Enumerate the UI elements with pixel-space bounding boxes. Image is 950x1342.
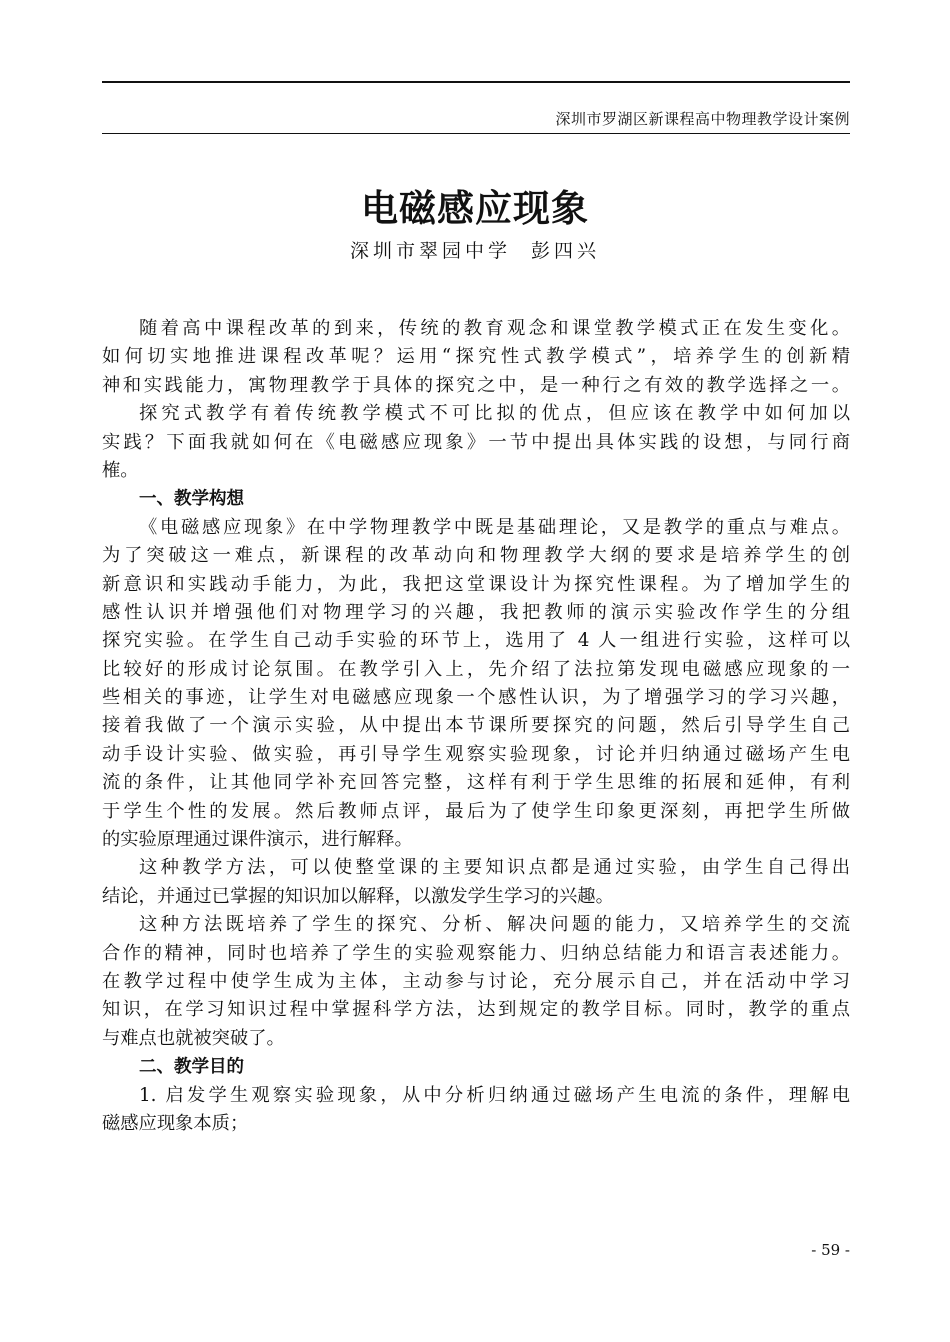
- byline-school: 深圳市翠园中学: [349, 240, 511, 262]
- article-title: 电磁感应现象: [361, 186, 589, 230]
- body-line: 知识，在学习知识过程中掌握科学方法，达到规定的教学目标。同时，教学的重点: [102, 999, 850, 1021]
- body-line: 的实验原理通过课件演示，进行解释。: [102, 829, 413, 851]
- body-line: 神和实践能力，寓物理教学于具体的探究之中，是一种行之有效的教学选择之一。: [102, 374, 850, 396]
- body-line: 合作的精神，同时也培养了学生的实验观察能力、归纳总结能力和语言表述能力。: [102, 942, 850, 964]
- body-line: 实践？下面我就如何在《电磁感应现象》一节中提出具体实践的设想，与同行商: [102, 431, 850, 453]
- body-line: 结论，并通过已掌握的知识加以解释，以激发学生学习的兴趣。: [102, 885, 614, 907]
- body-line: 接着我做了一个演示实验，从中提出本节课所要探究的问题，然后引导学生自己: [102, 715, 850, 737]
- body-line: 随着高中课程改革的到来，传统的教育观念和课堂教学模式正在发生变化。: [139, 318, 850, 339]
- body-line: 与难点也就被突破了。: [102, 1027, 285, 1049]
- running-header: 深圳市罗湖区新课程高中物理教学设计案例: [555, 110, 850, 128]
- body-line: 探究式教学有着传统教学模式不可比拟的优点，但应该在教学中如何加以: [139, 403, 850, 425]
- section-heading: 一、教学构想: [139, 489, 244, 510]
- top-rule: [102, 81, 850, 83]
- body-line: 榷。: [102, 459, 139, 481]
- page-number: - 59 -: [811, 1241, 850, 1259]
- byline-author: 彭四兴: [531, 240, 601, 262]
- body-line: 这种方法既培养了学生的探究、分析、解决问题的能力，又培养学生的交流: [139, 914, 850, 936]
- body-line: 磁感应现象本质；: [102, 1112, 249, 1134]
- header-rule: [102, 133, 850, 134]
- body-line: 《电磁感应现象》在中学物理教学中既是基础理论，又是教学的重点与难点。: [139, 516, 850, 538]
- body-line: 探究实验。在学生自己动手实验的环节上，选用了 4 人一组进行实验，这样可以: [102, 630, 850, 652]
- body-line: 为了突破这一难点，新课程的改革动向和物理教学大纲的要求是培养学生的创: [102, 545, 850, 567]
- body-line: 感性认识并增强他们对物理学习的兴趣，我把教师的演示实验改作学生的分组: [102, 601, 850, 623]
- body-line: 于学生个性的发展。然后教师点评，最后为了使学生印象更深刻，再把学生所做: [102, 800, 850, 822]
- body-line: 在教学过程中使学生成为主体，主动参与讨论，充分展示自己，并在活动中学习: [102, 970, 850, 992]
- body-line: 新意识和实践动手能力，为此，我把这堂课设计为探究性课程。为了增加学生的: [102, 573, 850, 595]
- byline: [0, 236, 950, 263]
- body-line: 这种教学方法，可以使整堂课的主要知识点都是通过实验，由学生自己得出: [139, 857, 850, 879]
- section-heading: 二、教学目的: [139, 1057, 244, 1078]
- body-line: 些相关的事迹，让学生对电磁感应现象一个感性认识，为了增强学习的学习兴趣，: [102, 687, 850, 709]
- article-body: [102, 315, 850, 1138]
- body-line: 比较好的形成讨论氛围。在教学引入上，先介绍了法拉第发现电磁感应现象的一: [102, 658, 850, 680]
- body-line: 流的条件，让其他同学补充回答完整，这样有利于学生思维的拓展和延伸，有利: [102, 772, 850, 794]
- body-line: 动手设计实验、做实验，再引导学生观察实验现象，讨论并归纳通过磁场产生电: [102, 743, 850, 765]
- body-line: 1. 启发学生观察实验现象，从中分析归纳通过磁场产生电流的条件，理解电: [139, 1084, 850, 1106]
- body-line: 如何切实地推进课程改革呢？运用“探究性式教学模式”，培养学生的创新精: [102, 346, 850, 368]
